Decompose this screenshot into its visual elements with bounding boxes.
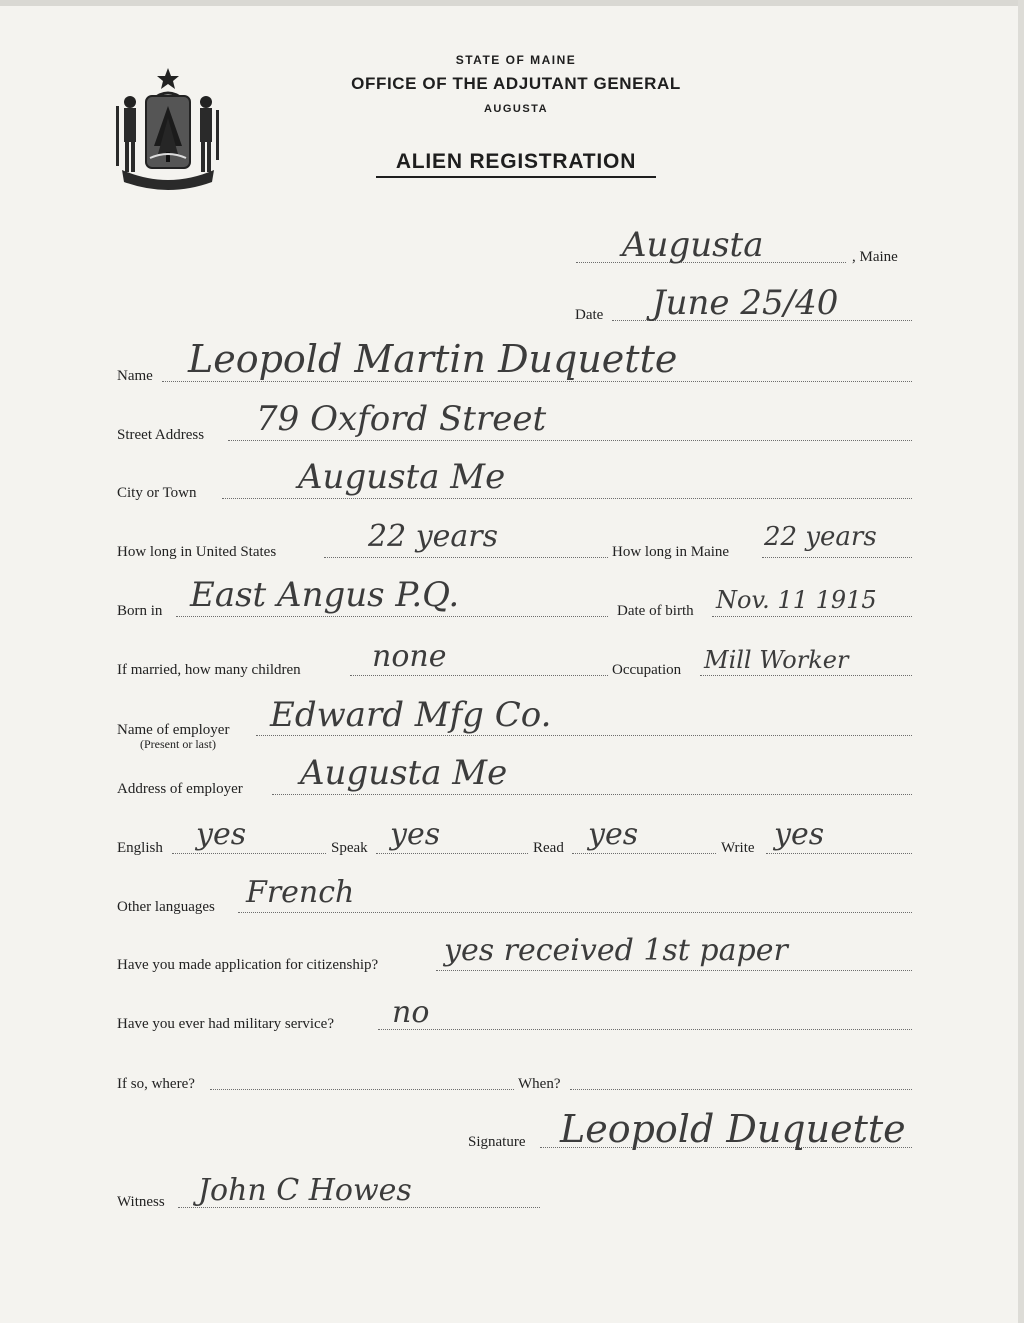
- occupation-line: [700, 675, 912, 676]
- how-long-maine-value: 22 years: [764, 522, 877, 552]
- children-value: none: [372, 639, 447, 674]
- citizenship-value: yes received 1st paper: [444, 933, 788, 968]
- write-label: Write: [721, 840, 755, 856]
- city-town-value: Augusta Me: [298, 457, 506, 497]
- name-value: Leopold Martin Duquette: [188, 337, 678, 381]
- other-languages-label: Other languages: [117, 899, 215, 915]
- street-address-label: Street Address: [117, 427, 205, 443]
- city-town-label: City or Town: [117, 485, 197, 501]
- speak-line: [376, 853, 528, 854]
- street-address-line: [228, 440, 912, 441]
- scan-edge-top: [0, 0, 1024, 6]
- english-value: yes: [196, 817, 247, 852]
- maine-state-seal: [112, 66, 224, 192]
- born-in-value: East Angus P.Q.: [190, 575, 460, 615]
- header-office: OFFICE OF THE ADJUTANT GENERAL: [351, 74, 681, 93]
- citizenship-line: [436, 970, 912, 971]
- name-line: [162, 381, 912, 382]
- employer-name-sublabel: (Present or last): [140, 737, 216, 751]
- date-label: Date: [575, 307, 604, 323]
- english-line: [172, 853, 326, 854]
- military-value: no: [392, 995, 430, 1030]
- header-state: STATE OF MAINE: [455, 53, 577, 67]
- children-label: If married, how many children: [117, 662, 301, 678]
- other-languages-value: French: [246, 875, 355, 910]
- how-long-us-value: 22 years: [368, 519, 499, 554]
- how-long-us-label: How long in United States: [117, 544, 277, 560]
- occupation-value: Mill Worker: [704, 646, 849, 674]
- military-label: Have you ever had military service?: [117, 1016, 334, 1032]
- date-of-birth-label: Date of birth: [617, 603, 694, 619]
- signature-value: Leopold Duquette: [560, 1107, 906, 1151]
- speak-label: Speak: [331, 840, 368, 856]
- employer-address-value: Augusta Me: [300, 753, 508, 793]
- place-value: Augusta: [622, 225, 764, 265]
- scan-edge-right: [1018, 0, 1024, 1323]
- when-label: When?: [518, 1076, 561, 1092]
- english-label: English: [117, 840, 163, 856]
- read-line: [572, 853, 716, 854]
- witness-value: John C Howes: [198, 1173, 412, 1208]
- born-in-label: Born in: [117, 603, 163, 619]
- employer-name-line: [256, 735, 912, 736]
- when-line: [570, 1089, 912, 1090]
- occupation-label: Occupation: [612, 662, 682, 678]
- read-label: Read: [533, 840, 564, 856]
- children-line: [350, 675, 608, 676]
- city-town-line: [222, 498, 912, 499]
- employer-address-line: [272, 794, 912, 795]
- born-in-line: [176, 616, 608, 617]
- how-long-maine-label: How long in Maine: [612, 544, 730, 560]
- employer-name-value: Edward Mfg Co.: [270, 695, 552, 735]
- read-value: yes: [588, 817, 639, 852]
- date-of-birth-value: Nov. 11 1915: [716, 586, 877, 614]
- name-label: Name: [117, 368, 153, 384]
- street-address-value: 79 Oxford Street: [256, 399, 547, 439]
- where-line: [210, 1089, 514, 1090]
- where-label: If so, where?: [117, 1076, 195, 1092]
- form-title: ALIEN REGISTRATION: [376, 150, 656, 178]
- date-value: June 25/40: [652, 283, 839, 323]
- witness-label: Witness: [117, 1194, 165, 1210]
- write-line: [766, 853, 912, 854]
- speak-value: yes: [390, 817, 441, 852]
- employer-address-label: Address of employer: [117, 781, 243, 797]
- write-value: yes: [774, 817, 825, 852]
- signature-label: Signature: [468, 1134, 526, 1150]
- header-city: AUGUSTA: [483, 103, 549, 115]
- how-long-us-line: [324, 557, 608, 558]
- other-languages-line: [238, 912, 912, 913]
- citizenship-label: Have you made application for citizenship?: [117, 957, 379, 973]
- date-of-birth-line: [712, 616, 912, 617]
- military-line: [378, 1029, 912, 1030]
- how-long-maine-line: [762, 557, 912, 558]
- employer-name-label: Name of employer: [117, 722, 230, 738]
- place-label: , Maine: [852, 249, 898, 265]
